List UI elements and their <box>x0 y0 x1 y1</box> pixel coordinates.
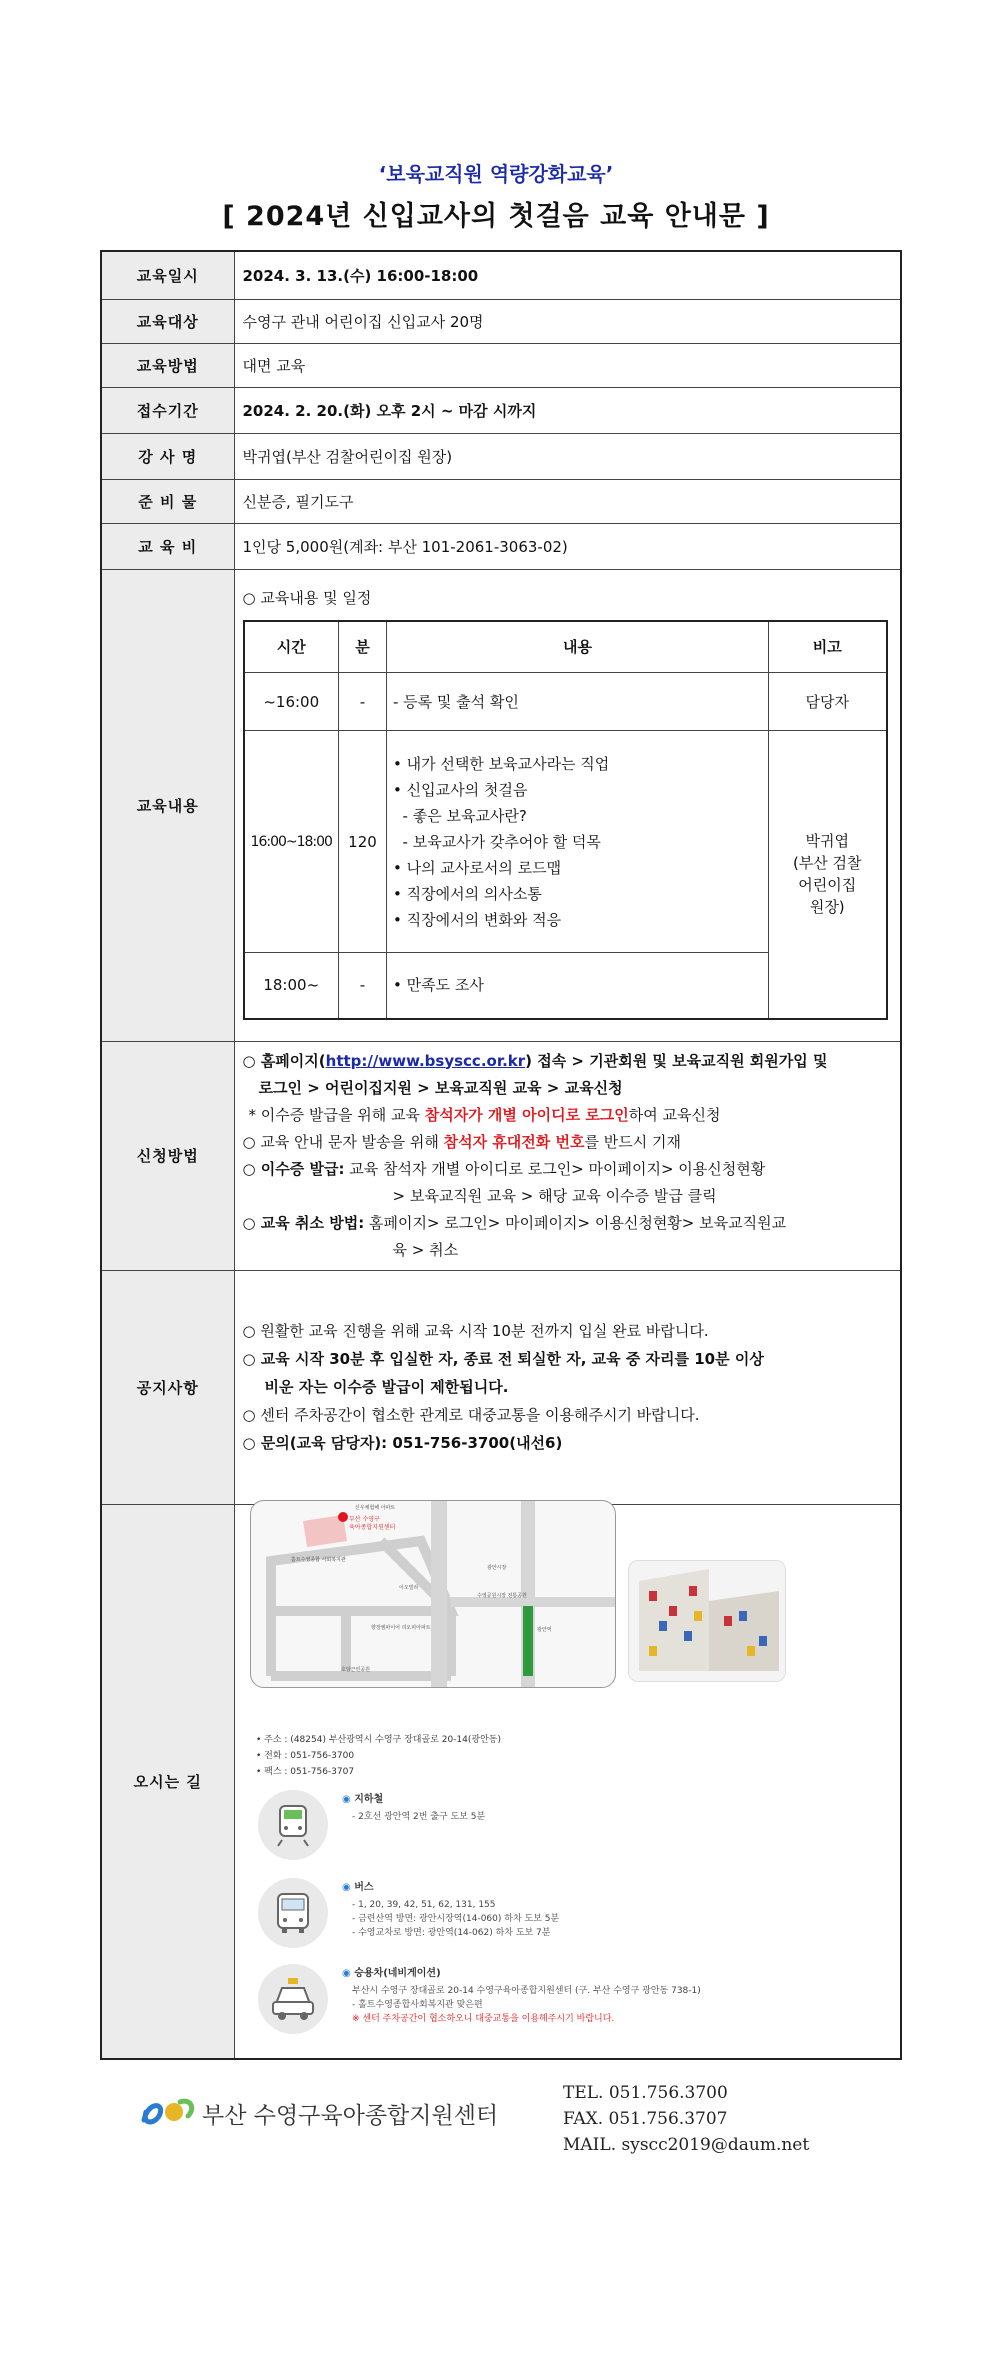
bus-line: - 수영교차로 방면: 광안역(14-062) 하차 도보 7분 <box>352 1928 551 1938</box>
row3-min: - <box>339 953 387 1019</box>
date-label: 교육일시 <box>101 251 234 299</box>
row-method <box>101 343 901 387</box>
notice-line-3: ○ 센터 주차공간이 협소한 관계로 대중교통을 이용해주시기 바랍니다. <box>242 1406 700 1424</box>
supplies-label: 준 비 물 <box>101 479 234 523</box>
apply-line-4b: > 보육교직원 교육 > 해당 교육 이수증 발급 클릭 <box>392 1186 717 1205</box>
svg-text:향장엠파이어 리오피아파트: 향장엠파이어 리오피아파트 <box>371 1625 431 1631</box>
method-value: 대면 교육 <box>234 343 901 387</box>
row-apply <box>101 1041 901 1270</box>
period-value: 2024. 2. 20.(화) 오후 2시 ~ 마감 시까지 <box>234 387 901 433</box>
row1-content <box>387 673 769 731</box>
table-row <box>244 673 887 731</box>
content-cell <box>234 569 901 1041</box>
apply-line-1b: 로그인 > 어린이집지원 > 보육교직원 교육 > 교육신청 <box>258 1078 623 1097</box>
subway-line: - 2호선 광안역 2번 출구 도보 5분 <box>352 1812 486 1822</box>
subway-icon <box>258 1790 328 1860</box>
row-content <box>101 569 901 1041</box>
row2-content <box>387 731 769 953</box>
svg-text:신우체험해 아파트: 신우체험해 아파트 <box>355 1505 396 1511</box>
row2-item: • 나의 교사로서의 로드맵 <box>393 858 562 877</box>
homepage-link[interactable]: http://www.bsyscc.or.kr <box>325 1051 526 1070</box>
subway-title: ◉ 지하철 <box>342 1794 384 1805</box>
car-title: ◉ 승용차(네비게이션) <box>342 1968 441 1979</box>
row-period <box>101 387 901 433</box>
row1-note: 담당자 <box>769 673 887 731</box>
svg-text:수영공원시장 전통공원: 수영공원시장 전통공원 <box>477 1593 527 1599</box>
footer-fax: FAX. 051.756.3707 <box>563 2109 728 2129</box>
row2-item: - 보육교사가 갖추어야 할 덕목 <box>393 832 601 851</box>
row2-item: • 직장에서의 변화와 적응 <box>393 910 562 929</box>
notice-line-2b: 비운 자는 이수증 발급이 제한됩니다. <box>264 1378 509 1396</box>
schedule-heading: ○ 교육내용 및 일정 <box>242 588 372 607</box>
svg-text:호암근린공원: 호암근린공원 <box>341 1667 370 1673</box>
table-row <box>244 731 887 953</box>
content-label: 교육내용 <box>101 569 234 1041</box>
apply-line-1: ○ 홈페이지(http://www.bsyscc.or.kr) 접속 > 기관회원 및 보육교직원 회원가입 및 <box>242 1051 828 1070</box>
bus-line: - 1, 20, 39, 42, 51, 62, 131, 155 <box>352 1900 496 1910</box>
svg-text:광안역: 광안역 <box>537 1627 552 1633</box>
row1-time: ~16:00 <box>244 673 339 731</box>
notice-line-1: ○ 원활한 교육 진행을 위해 교육 시작 10분 전까지 입실 완료 바랍니다. <box>242 1322 709 1340</box>
row1-item: - 등록 및 출석 확인 <box>393 692 519 711</box>
bus-icon <box>258 1878 328 1948</box>
date-value: 2024. 3. 13.(수) 16:00-18:00 <box>234 251 901 299</box>
row3-content <box>387 953 769 1019</box>
center-building-photo <box>628 1560 786 1682</box>
location-map <box>250 1500 616 1688</box>
row3-time: 18:00~ <box>244 953 339 1019</box>
lecturer-label: 강 사 명 <box>101 433 234 479</box>
target-value: 수영구 관내 어린이집 신입교사 20명 <box>234 299 901 343</box>
row2-note: 박귀엽 (부산 검찰 어린이집 원장) <box>769 731 887 1019</box>
svg-text:육아종합지원센터: 육아종합지원센터 <box>349 1524 396 1531</box>
schedule-table <box>243 620 888 1020</box>
row-target <box>101 299 901 343</box>
row1-min: - <box>339 673 387 731</box>
page-title: [ 2024년 신입교사의 첫걸음 교육 안내문 ] <box>222 201 770 232</box>
address-text: • 주소 : (48254) 부산광역시 수영구 장대골로 20-14(광안동) <box>256 1735 501 1745</box>
target-label: 교육대상 <box>101 299 234 343</box>
row-supplies <box>101 479 901 523</box>
period-label: 접수기간 <box>101 387 234 433</box>
apply-cell <box>234 1041 901 1270</box>
col-content-header: 내용 <box>387 621 769 673</box>
bus-title: ◉ 버스 <box>342 1882 374 1893</box>
row3-item: • 만족도 조사 <box>393 976 484 995</box>
fee-value: 1인당 5,000원(계좌: 부산 101-2061-3063-02) <box>234 523 901 569</box>
fax-text: • 팩스 : 051-756-3707 <box>256 1767 355 1777</box>
apply-line-2: * 이수증 발급을 위해 교육 참석자가 개별 아이디로 로그인하여 교육신청 <box>248 1105 721 1124</box>
info-table <box>100 250 902 2060</box>
apply-label: 신청방법 <box>101 1041 234 1270</box>
row2-item: - 좋은 보육교사란? <box>393 806 527 825</box>
contact-block <box>563 2080 809 2158</box>
col-min-header: 분 <box>339 621 387 673</box>
col-time-header: 시간 <box>244 621 339 673</box>
row2-item: • 내가 선택한 보육교사라는 직업 <box>393 754 610 773</box>
row2-min: 120 <box>339 731 387 953</box>
supplies-value: 신분증, 필기도구 <box>234 479 901 523</box>
address-block <box>256 1732 501 1780</box>
col-note-header: 비고 <box>769 621 887 673</box>
svg-text:광안시장: 광안시장 <box>487 1565 507 1571</box>
notice-cell <box>234 1270 901 1504</box>
apply-line-4: ○ 이수증 발급: 교육 참석자 개별 아이디로 로그인> 마이페이지> 이용신청현황 <box>242 1159 766 1178</box>
row2-item: • 직장에서의 의사소통 <box>393 884 542 903</box>
row2-time: 16:00~18:00 <box>244 731 339 953</box>
center-logo-icon <box>138 2092 198 2132</box>
lecturer-value: 박귀엽(부산 검찰어린이집 원장) <box>234 433 901 479</box>
car-lines <box>352 1984 701 2026</box>
car-warning: ※ 센터 주차공간이 협소하오니 대중교통을 이용해주시기 바랍니다. <box>352 2014 615 2024</box>
row2-item: • 신입교사의 첫걸음 <box>393 780 528 799</box>
footer-tel: TEL. 051.756.3700 <box>563 2083 728 2103</box>
notice-line-2: ○ 교육 시작 30분 후 입실한 자, 종료 전 퇴실한 자, 교육 중 자리를 10분 이상 <box>242 1350 764 1368</box>
row-lecturer <box>101 433 901 479</box>
fee-label: 교 육 비 <box>101 523 234 569</box>
directions-label: 오시는 길 <box>101 1504 234 2059</box>
row-fee <box>101 523 901 569</box>
footer-mail: MAIL. syscc2019@daum.net <box>563 2135 810 2155</box>
method-label: 교육방법 <box>101 343 234 387</box>
org-name: 부산 수영구육아종합지원센터 <box>202 2103 499 2129</box>
apply-line-3: ○ 교육 안내 문자 발송을 위해 참석자 휴대전화 번호를 반드시 기재 <box>242 1132 681 1151</box>
svg-text:홀트수영종합 사회복지관: 홀트수영종합 사회복지관 <box>291 1557 346 1563</box>
apply-line-5: ○ 교육 취소 방법: 홈페이지> 로그인> 마이페이지> 이용신청현황> 보육교직원교 <box>242 1213 787 1232</box>
notice-line-4: ○ 문의(교육 담당자): 051-756-3700(내선6) <box>242 1434 563 1452</box>
svg-text:이오빌라: 이오빌라 <box>399 1585 419 1591</box>
car-line: - 홀트수영종합사회복지관 맞은편 <box>352 2000 483 2010</box>
page-subtitle: ‘보육교직원 역량강화교육’ <box>378 162 614 186</box>
car-line: 부산시 수영구 장대골로 20-14 수영구육아종합지원센터 (구. 부산 수영구 광안동 738-1) <box>352 1986 701 1996</box>
row-date <box>101 251 901 299</box>
bus-line: - 금련산역 방면: 광안시장역(14-060) 하차 도보 5분 <box>352 1914 560 1924</box>
notice-label: 공지사항 <box>101 1270 234 1504</box>
map-center-label: 부산 수영구 <box>349 1516 380 1523</box>
taxi-icon <box>258 1964 328 2034</box>
row-notice <box>101 1270 901 1504</box>
bus-lines <box>352 1898 559 1940</box>
phone-text: • 전화 : 051-756-3700 <box>256 1751 355 1761</box>
map-illustration <box>251 1501 616 1688</box>
apply-line-5b: 육 > 취소 <box>392 1240 459 1259</box>
